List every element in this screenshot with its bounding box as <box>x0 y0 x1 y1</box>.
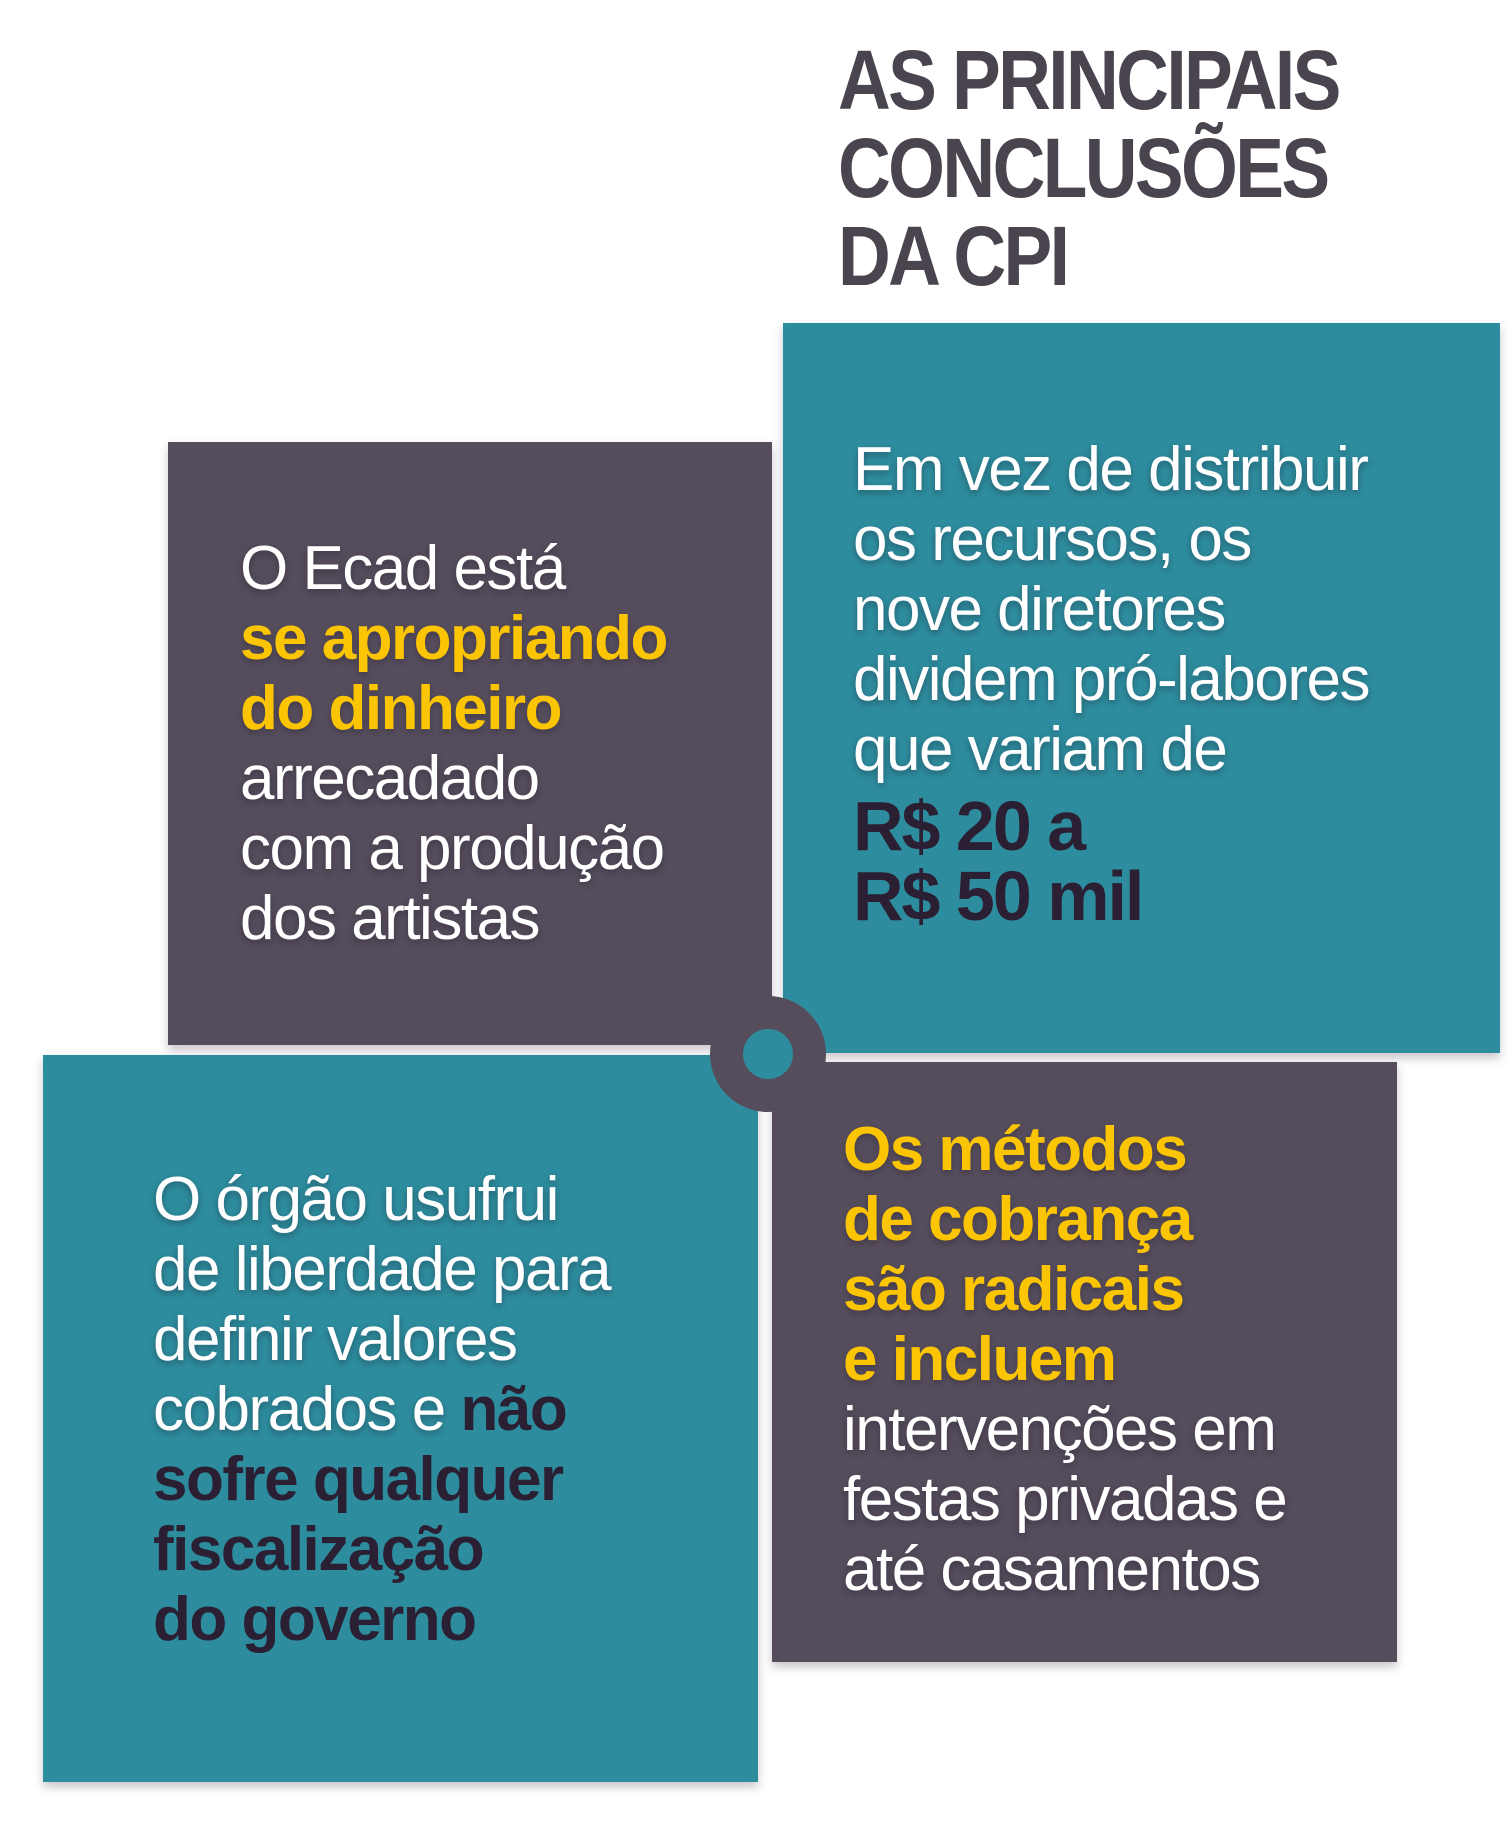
title-line: DA CPI <box>838 209 1068 303</box>
text-line: dos artistas <box>240 884 540 953</box>
text-line-emphasis: do governo <box>153 1585 476 1654</box>
text-line-emphasis: não <box>460 1375 567 1444</box>
text-line: os recursos, os <box>853 505 1251 574</box>
page-title <box>838 33 1339 303</box>
card-fiscalizacao <box>43 1055 758 1782</box>
card-cobranca <box>772 1062 1397 1662</box>
title-line: CONCLUSÕES <box>838 121 1328 215</box>
text-line-highlight: se apropriando <box>240 604 667 673</box>
text-line-highlight: e incluem <box>843 1325 1116 1394</box>
card-cobranca-text <box>772 1062 1397 1605</box>
text-line: com a produção <box>240 814 664 883</box>
text-line: de liberdade para <box>153 1235 611 1304</box>
text-line: cobrados e <box>153 1375 445 1444</box>
text-line: nove diretores <box>853 575 1225 644</box>
connector-ring-icon <box>710 996 826 1112</box>
text-line-emphasis: sofre qualquer <box>153 1445 563 1514</box>
card-prolabore-text <box>783 323 1500 785</box>
text-line: intervenções em <box>843 1395 1276 1464</box>
card-fiscalizacao-text <box>43 1055 758 1655</box>
amount-line: R$ 50 mil <box>853 857 1143 935</box>
text-line: festas privadas e <box>843 1465 1287 1534</box>
text-line-emphasis: fiscalização <box>153 1515 484 1584</box>
card-prolabore <box>783 323 1500 1053</box>
text-line: que variam de <box>853 715 1227 784</box>
text-line: dividem pró-labores <box>853 645 1369 714</box>
text-line: Em vez de distribuir <box>853 435 1368 504</box>
card-ecad-text <box>168 442 772 954</box>
text-line: definir valores <box>153 1305 517 1374</box>
text-line: O Ecad está <box>240 534 565 603</box>
text-line-highlight: são radicais <box>843 1255 1184 1324</box>
amount-line: R$ 20 a <box>853 787 1085 865</box>
card-ecad <box>168 442 772 1045</box>
card-prolabore-amount <box>783 787 1500 935</box>
text-line-highlight: Os métodos <box>843 1115 1187 1184</box>
text-line: O órgão usufrui <box>153 1165 558 1234</box>
text-line-highlight: de cobrança <box>843 1185 1192 1254</box>
text-line-highlight: do dinheiro <box>240 674 562 743</box>
title-line: AS PRINCIPAIS <box>838 33 1339 127</box>
text-line: arrecadado <box>240 744 539 813</box>
text-line: até casamentos <box>843 1535 1260 1604</box>
